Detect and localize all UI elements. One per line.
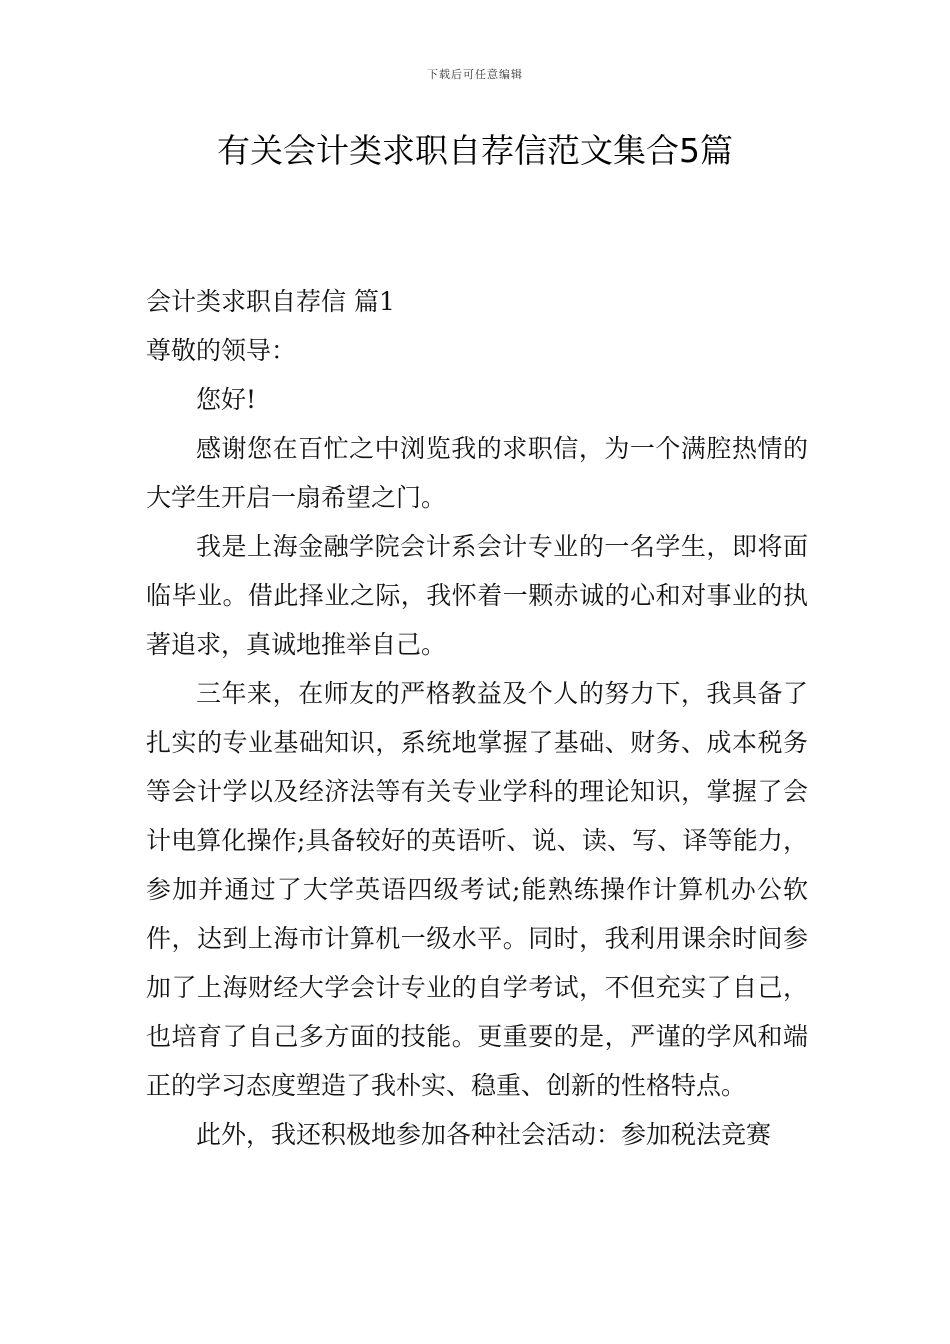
body-paragraph: 此外，我还积极地参加各种社会活动：参加税法竞赛 (196, 1120, 772, 1149)
salutation: 尊敬的领导： (146, 336, 297, 365)
document-title: 有关会计类求职自荐信范文集合5篇 (217, 131, 733, 170)
body-paragraph: 感谢您在百忙之中浏览我的求职信，为一个满腔热情的大学生开启一扇希望之门。 (146, 434, 808, 512)
greeting: 您好! (196, 385, 257, 414)
section-heading: 会计类求职自荐信 篇1 (146, 287, 395, 316)
body-paragraph: 我是上海金融学院会计系会计专业的一名学生，即将面临毕业。借此择业之际，我怀着一颗赤诚的心和对事业的执著追求，真诚地推举自己。 (146, 532, 808, 659)
document-body (146, 277, 808, 1159)
body-paragraph: 三年来，在师友的严格教益及个人的努力下，我具备了扎实的专业基础知识，系统地掌握了基础、财务、成本税务等会计学以及经济法等有关专业学科的理论知识，掌握了会计电算化操作;具备较好的英语听、说、读、写、译等能力，参加并通过了大学英语四级考试;能熟练操作计算机办公软件，达到上海市计算机一级水平。同时，我利用课余时间参加了上海财经大学会计专业的自学考试，不但充实了自己，也培育了自己多方面的技能。更重要的是，严谨的学风和端正的学习态度塑造了我朴实、稳重、创新的性格特点。 (146, 679, 808, 1100)
page-header-note: 下载后可任意编辑 (427, 68, 523, 81)
